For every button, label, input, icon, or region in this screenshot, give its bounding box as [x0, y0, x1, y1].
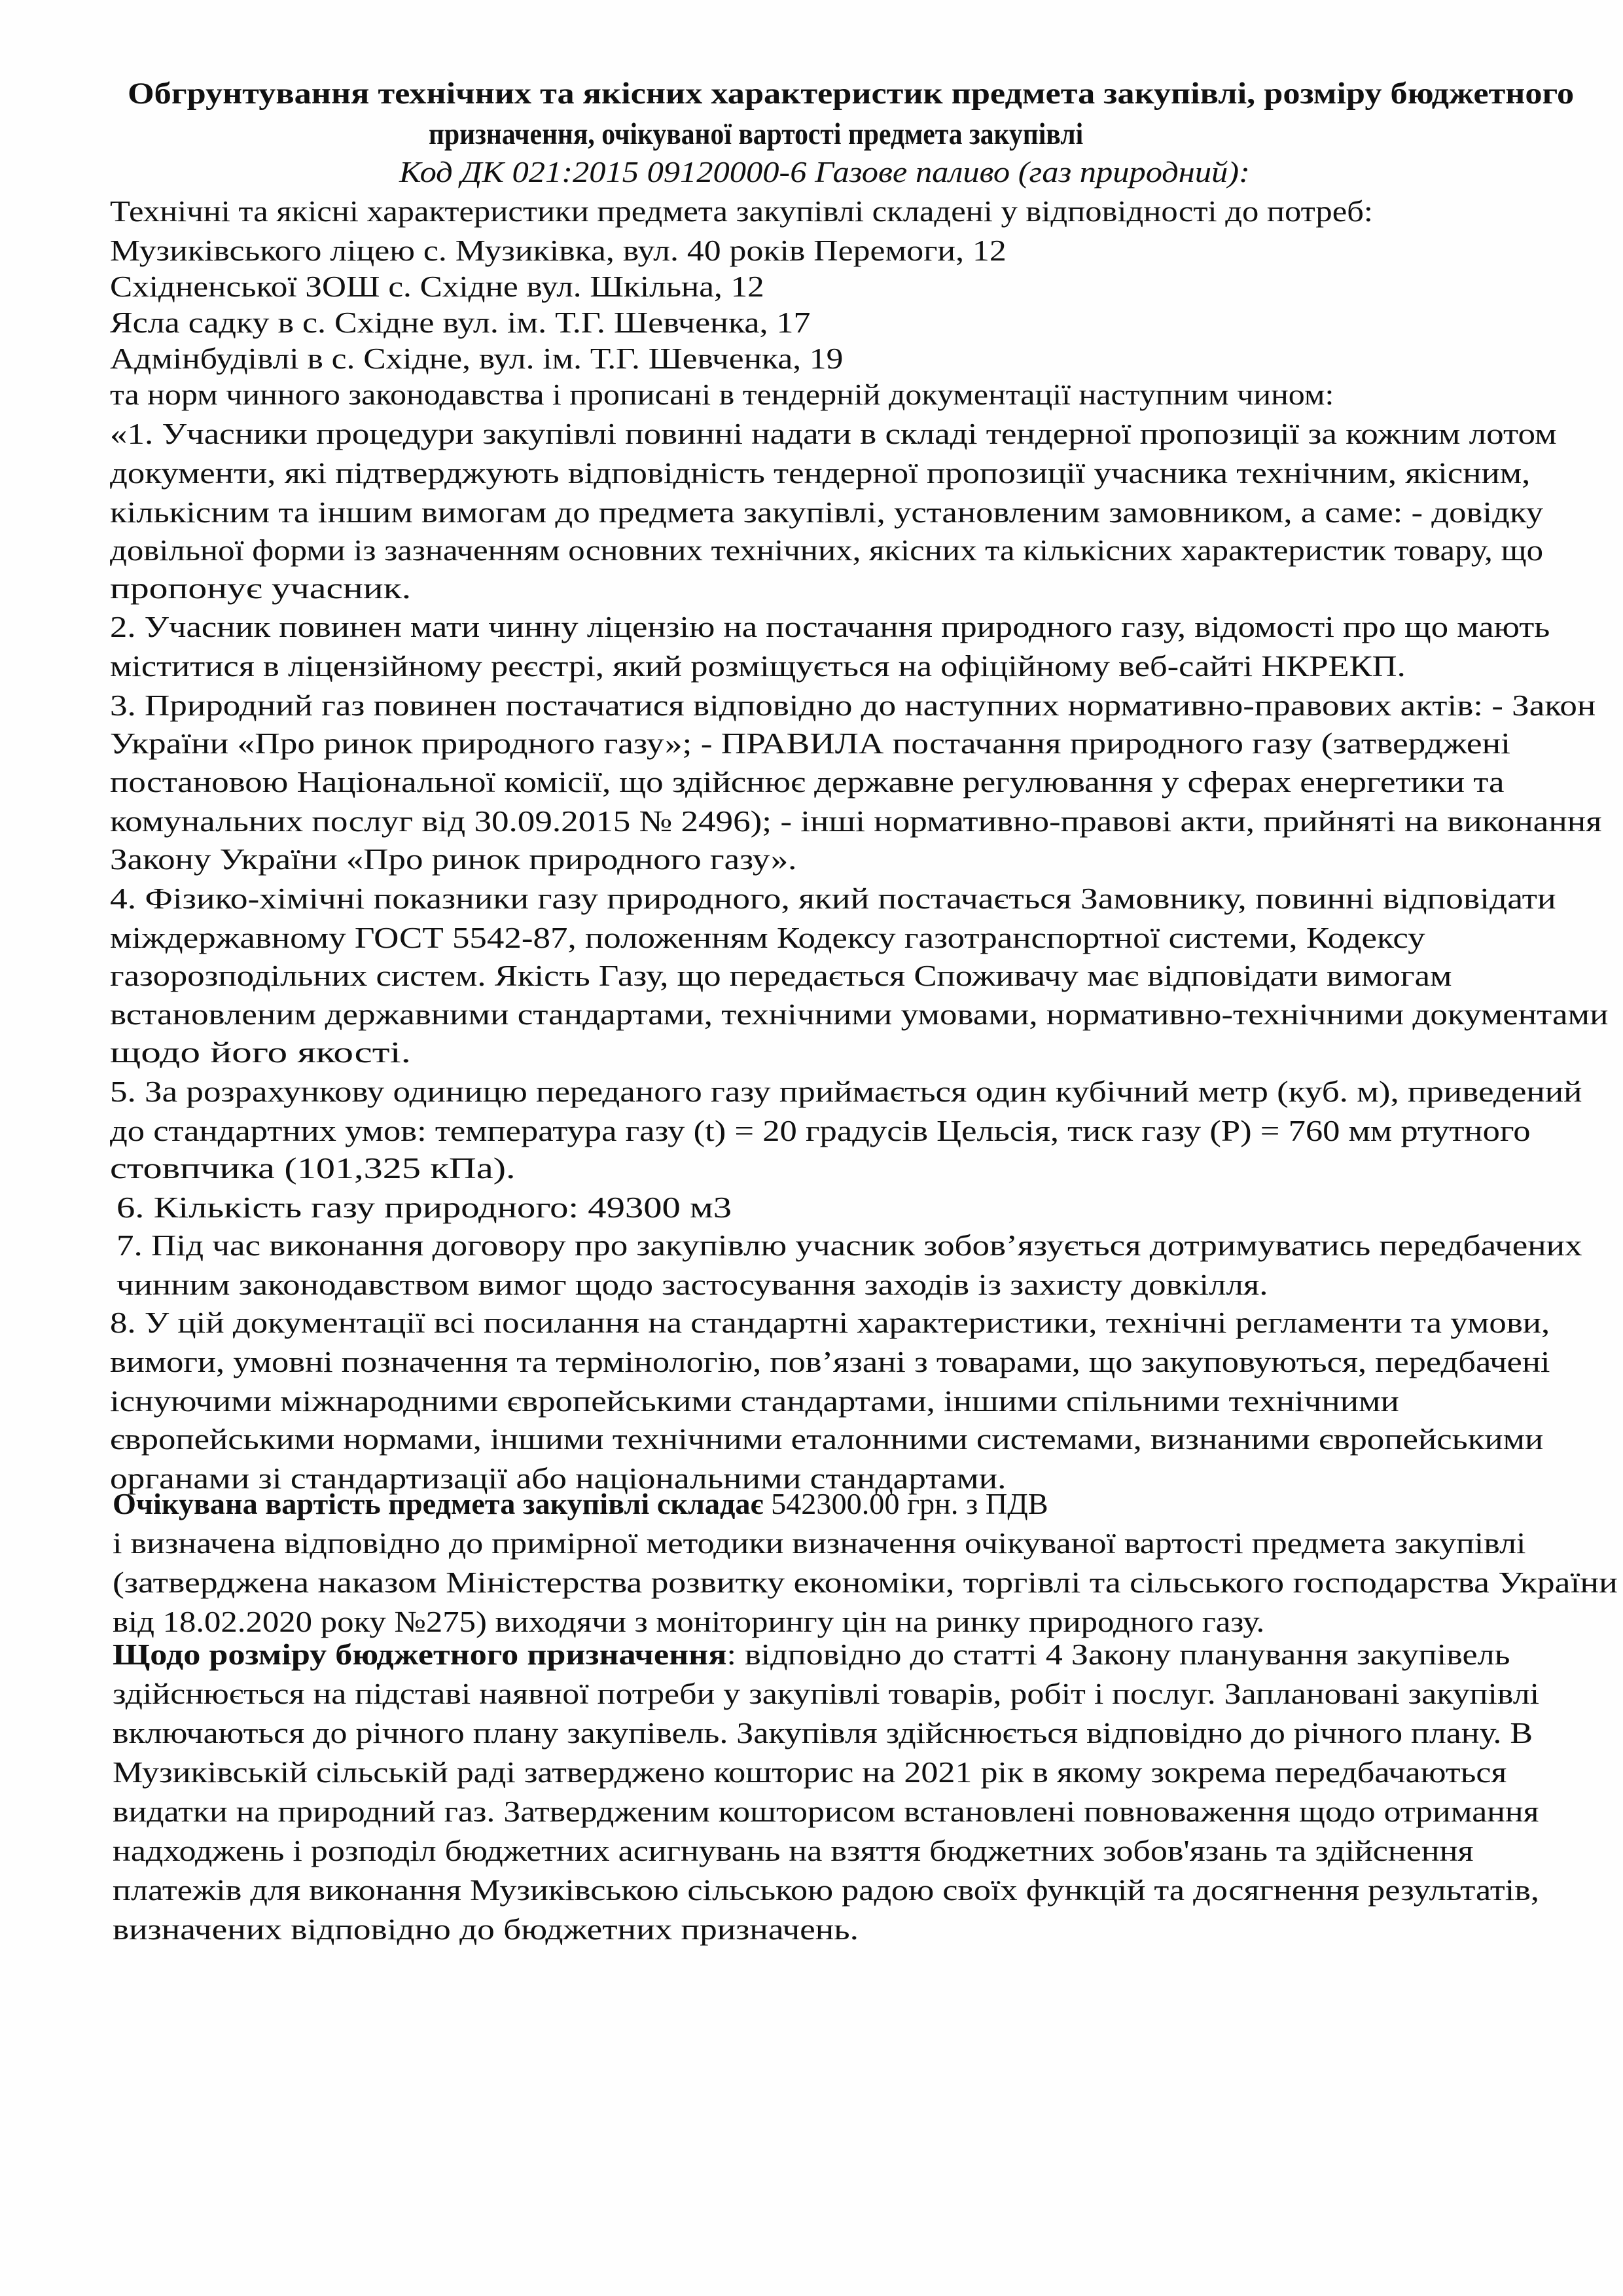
norms-line: та норм чинного законодавства і прописані в тендерній документації наступним чином:	[110, 378, 1334, 411]
budget-detail-line: платежів для виконання Музиківською сільською радою своїх функцій та досягнення результатів,	[113, 1873, 1539, 1907]
requirement-line: до стандартних умов: температура газу (t) = 20 градусів Цельсія, тиск газу (Р) = 760 мм ртутного	[110, 1114, 1531, 1147]
requirement-line: кількісним та іншим вимогам до предмета закупівлі, установленим замовником, а саме: - довідку	[110, 495, 1544, 529]
procurement-code: Код ДК 021:2015 09120000-6 Газове паливо (газ природний):	[399, 155, 1250, 188]
requirement-line: 8. У цій документації всі посилання на стандартні характеристики, технічні регламенти та умови,	[110, 1306, 1550, 1339]
requirement-line: стовпчика (101,325 кПа).	[110, 1151, 516, 1185]
budget-detail-line: визначених відповідно до бюджетних призначень.	[113, 1912, 859, 1946]
requirement-line: України «Про ринок природного газу»; - ПРАВИЛА постачання природного газу (затверджені	[110, 726, 1510, 760]
address-line: Адмінбудівлі в с. Східне, вул. ім. Т.Г. Шевченка, 19	[110, 342, 844, 375]
requirement-line: постановою Національної комісії, що здійснює державне регулювання у сферах енергетики та	[110, 765, 1505, 798]
budget-detail-line: надходжень і розподіл бюджетних асигнувань на взяття бюджетних зобов'язань та здійснення	[113, 1834, 1474, 1867]
expected-cost-line	[113, 1489, 1048, 1519]
requirement-line: документи, які підтверджують відповідність тендерної пропозиції учасника технічним, якісним,	[110, 456, 1531, 490]
requirement-line: встановленим державними стандартами, технічними умовами, нормативно-технічними документами	[110, 997, 1609, 1031]
requirement-line: 6. Кількість газу природного: 49300 м3	[116, 1191, 732, 1224]
budget-text: : відповідно до статті 4 Закону планування закупівель	[726, 1638, 1510, 1671]
budget-detail-line: видатки на природний газ. Затвердженим кошторисом встановлені повноваження щодо отримання	[113, 1795, 1539, 1828]
requirement-line: європейськими нормами, іншими технічними еталонними системами, визнаними європейськими	[110, 1422, 1544, 1456]
requirement-line: 7. Під час виконання договору про закупівлю учасник зобов’язується дотримуватись передбачених	[116, 1229, 1582, 1262]
requirement-line: вимоги, умовні позначення та термінологію, пов’язані з товарами, що закуповуються, передбачені	[110, 1345, 1550, 1378]
expected-cost-detail-line: від 18.02.2020 року №275) виходячи з моніторингу цін на ринку природного газу.	[113, 1605, 1265, 1638]
expected-cost-value: 542300.00 грн. з ПДВ	[763, 1487, 1048, 1520]
requirement-line: комунальних послуг від 30.09.2015 № 2496); - інші нормативно-правові акти, прийняті на виконання	[110, 804, 1602, 838]
requirement-line: Закону України «Про ринок природного газу».	[110, 842, 797, 876]
budget-detail-line: здійснюється на підставі наявної потреби у закупівлі товарів, робіт і послуг. Заплановані закупівлі	[113, 1677, 1540, 1710]
budget-label: Щодо розміру бюджетного призначення	[113, 1638, 727, 1671]
requirement-line: 5. За розрахункову одиницю переданого газу приймається один кубічний метр (куб. м), приведений	[110, 1075, 1582, 1108]
requirement-line: «1. Учасники процедури закупівлі повинні надати в складі тендерної пропозиції за кожним лотом	[110, 417, 1557, 450]
requirement-line: міститися в ліцензійному реєстрі, який розміщується на офіційному веб-сайті НКРЕКП.	[110, 649, 1406, 683]
requirement-line: пропонує учасник.	[110, 571, 412, 605]
requirement-line: 4. Фізико-хімічні показники газу природного, який постачається Замовнику, повинні відповідати	[110, 882, 1556, 915]
requirement-line: щодо його якості.	[110, 1035, 411, 1069]
expected-cost-label: Очікувана вартість предмета закупівлі складає	[113, 1487, 764, 1520]
budget-detail-line: Музиківській сільській раді затверджено кошторис на 2021 рік в якому зокрема передбачаються	[113, 1755, 1507, 1789]
requirement-line: існуючими міжнародними європейськими стандартами, іншими спільними технічними	[110, 1384, 1399, 1418]
intro-line: Технічні та якісні характеристики предмета закупівлі складені у відповідності до потреб:	[110, 194, 1373, 228]
requirement-line: довільної форми із зазначенням основних технічних, якісних та кількісних характеристик товару, що	[110, 533, 1544, 567]
title-line-2: призначення, очікуваної вартості предмета закупівлі	[429, 117, 1084, 151]
requirement-line: міждержавному ГОСТ 5542-87, положенням Кодексу газотранспортної системи, Кодексу	[110, 921, 1425, 954]
address-line: Ясла садку в с. Східне вул. ім. Т.Г. Шевченка, 17	[110, 306, 811, 339]
address-line: Східненської ЗОШ с. Східне вул. Шкільна, 12	[110, 270, 764, 303]
requirement-line: 3. Природний газ повинен постачатися відповідно до наступних нормативно-правових актів: - Закон	[110, 689, 1596, 722]
address-line: Музиківського ліцею с. Музиківка, вул. 40 років Перемоги, 12	[110, 234, 1007, 267]
title-line-1: Обгрунтування технічних та якісних характеристик предмета закупівлі, розміру бюджетного	[128, 77, 1575, 111]
budget-line	[113, 1640, 1510, 1670]
budget-detail-line: включаються до річного плану закупівель. Закупівля здійснюється відповідно до річного плану. В	[113, 1716, 1533, 1749]
requirement-line: газорозподільних систем. Якість Газу, що передається Споживачу має відповідати вимогам	[110, 959, 1452, 992]
requirement-line: 2. Учасник повинен мати чинну ліцензію на постачання природного газу, відомості про що мають	[110, 610, 1550, 643]
expected-cost-detail-line: і визначена відповідно до примірної методики визначення очікуваної вартості предмета закупівлі	[113, 1526, 1526, 1560]
requirement-line: органами зі стандартизації або національними стандартами.	[110, 1462, 1007, 1495]
expected-cost-detail-line: (затверджена наказом Міністерства розвитку економіки, торгівлі та сільського господарства України	[113, 1566, 1618, 1599]
requirement-line: чинним законодавством вимог щодо застосування заходів із захисту довкілля.	[116, 1268, 1268, 1301]
